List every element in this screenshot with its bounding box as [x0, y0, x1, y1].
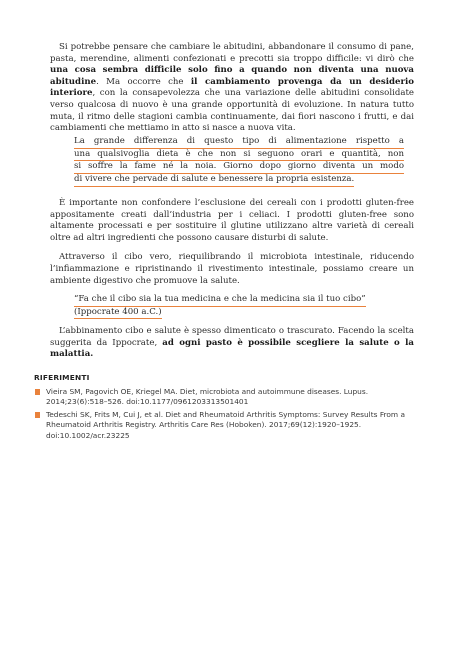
text-span: L’abbinamento cibo e salute è spesso dimenticato o trascurato. Facendo la scelta suggerita da Ippocrate,: [50, 326, 414, 348]
square-bullet-icon: [35, 412, 40, 418]
square-bullet-icon: [35, 389, 40, 395]
highlight-line: di vivere che pervade di salute e benessere la propria esistenza.: [74, 174, 354, 187]
text-span: . Ma occorre che: [96, 76, 191, 87]
body-text-middle: [50, 198, 414, 287]
highlight-line: si soffre la fame né la noia. Giorno dopo giorno diventa un modo: [74, 161, 404, 174]
highlight-line: una qualsivoglia dieta è che non si seguono orari e quantità, non: [74, 149, 404, 162]
paragraph-microbiota: Attraverso il cibo vero, riequilibrando il microbiota intestinale, riducendo l’infiammazione e ripristinando il rivestimento intestinale, possiamo creare un ambiente digestivo che promuove la salute.: [50, 252, 414, 286]
highlight-line: La grande differenza di questo tipo di alimentazione rispetto a: [74, 136, 404, 149]
reference-item: [34, 410, 414, 442]
quote-attribution: (Ippocrate 400 a.C.): [74, 307, 162, 320]
text-span: , con la consapevolezza che una variazione delle abitudini consolidate verso qualcosa di nuovo è una grande opportunità di evoluzione. In natura tutto muta, il ritmo delle stagioni cambia continuamente, dai fiori nascono i frutti, e dai cambiamenti che mettiamo in atto si nasce a nuova vita.: [50, 88, 414, 134]
quote-text: “Fa che il cibo sia la tua medicina e che la medicina sia il tuo cibo”: [74, 294, 366, 307]
paragraph-food-health: [50, 326, 414, 361]
bold-text: il cambiamento provenga da un desiderio interiore: [50, 76, 414, 99]
text-span: Si potrebbe pensare che cambiare le abitudini, abbandonare il consumo di pane, pasta, merendine, alimenti confezionati e precotti sia troppo difficile: vi dirò che: [50, 42, 414, 64]
hippocrates-quote: [74, 294, 366, 319]
reference-text: Tedeschi SK, Frits M, Cui J, et al. Diet and Rheumatoid Arthritis Symptoms: Survey Results From a Rheumatoid Arthritis Registry. Arthritis Care Res (Hoboken). 2017;69(12):1920–1925. doi:10.1002/acr.23225: [46, 409, 406, 440]
bold-text: ad ogni pasto è possibile scegliere la salute o la malattia.: [50, 337, 414, 360]
paragraph-gluten-free: È importante non confondere l’esclusione dei cereali con i prodotti gluten-free appositamente creati dall’industria per i celiaci. I prodotti gluten-free sono altamente processati e per sostituire il glutine utilizzano altre varietà di cereali oltre ad altri ingredienti che possono causare disturbi di salute.: [50, 198, 414, 243]
body-text-top: [50, 42, 414, 135]
references-title: RIFERIMENTI: [34, 373, 90, 382]
bold-text: una cosa sembra difficile solo fino a quando non diventa una nuova abitudine: [50, 65, 414, 87]
highlighted-pullquote: [74, 136, 404, 192]
body-text-bottom: [50, 326, 414, 361]
reference-text: Vieira SM, Pagovich OE, Kriegel MA. Diet, microbiota and autoimmune diseases. Lupus. 2014;23(6):518–526. doi:10.1177/0961203313501401: [46, 386, 369, 407]
references-section: [34, 373, 414, 444]
paragraph-habits: [50, 42, 414, 135]
reference-item: [34, 387, 414, 408]
